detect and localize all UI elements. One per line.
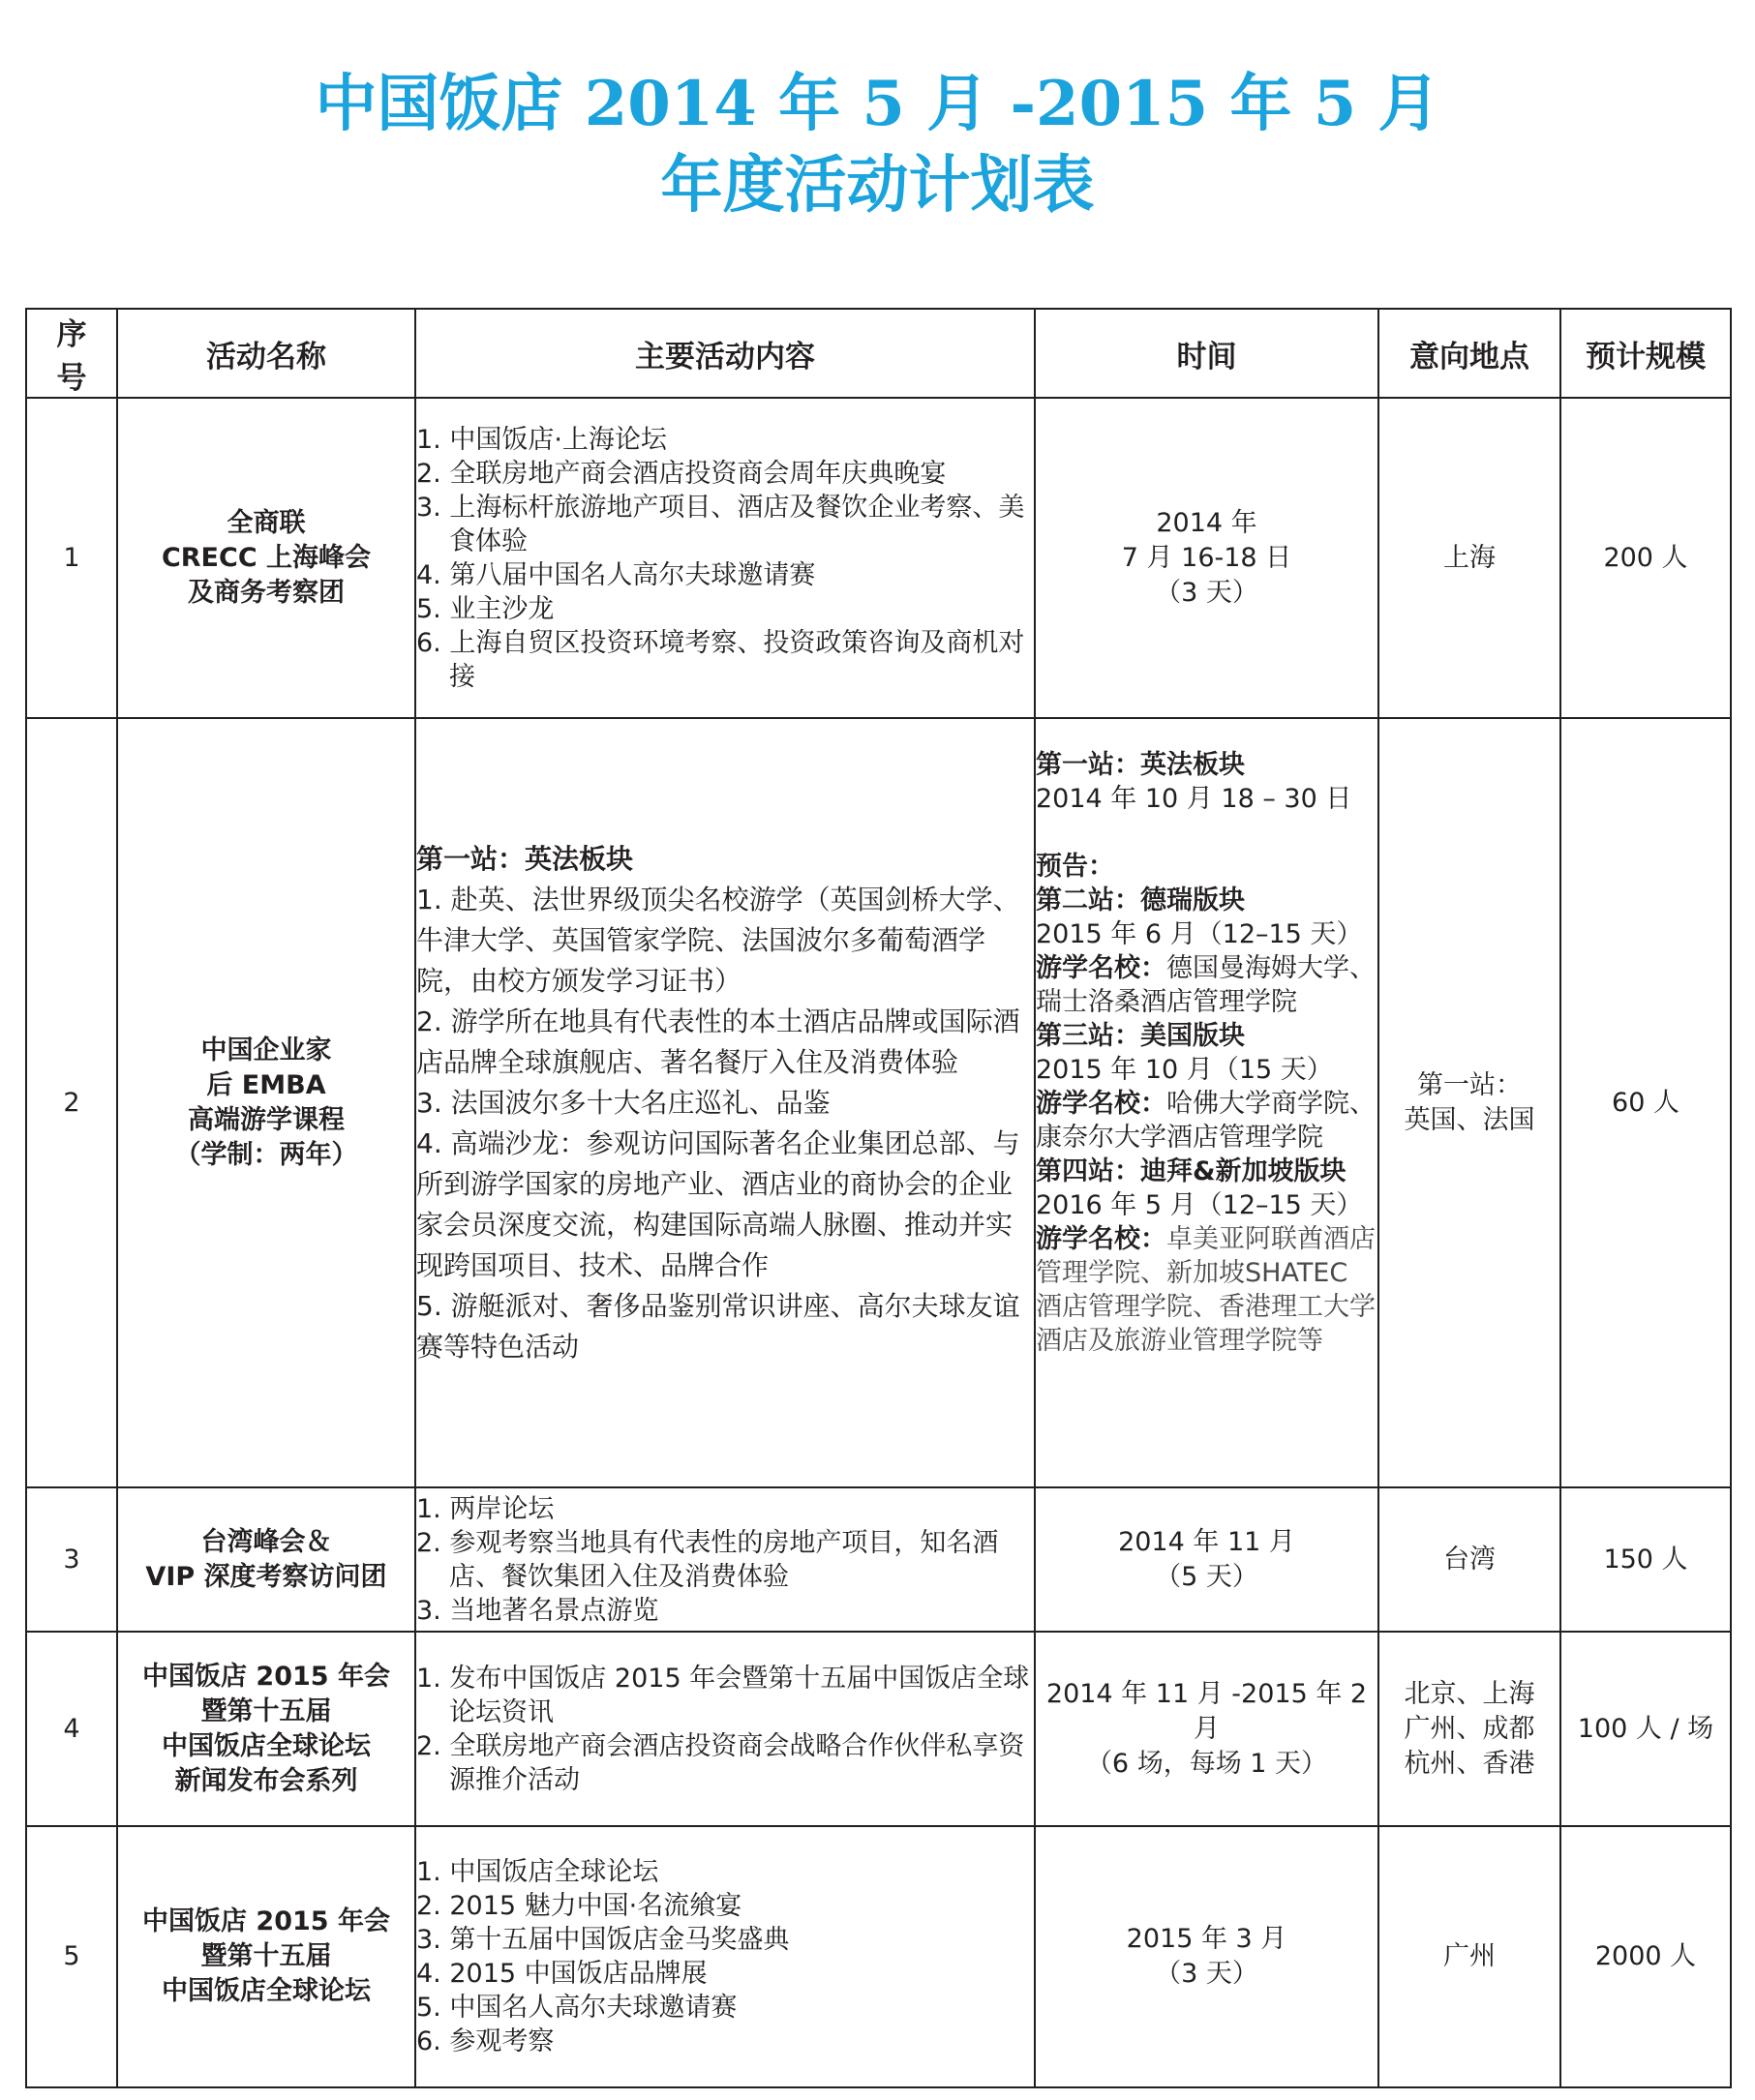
- activity-name: [117, 398, 415, 718]
- stage3-date: 2015 年 10 月（15 天）: [1036, 1055, 1333, 1085]
- activity-content: [415, 1487, 1035, 1632]
- row-no: 2: [26, 718, 117, 1487]
- content-item: 5. 业主沙龙: [416, 593, 555, 624]
- title-line-1: 中国饭店 2014 年 5 月 -2015 年 5 月: [315, 68, 1440, 140]
- content-item: 6. 上海自贸区投资环境考察、投资政策咨询及商机对接: [416, 627, 1025, 692]
- activity-name: [117, 718, 415, 1487]
- stage4-heading: 第四站：迪拜&新加坡版块: [1036, 1156, 1347, 1186]
- activity-place: [1378, 718, 1560, 1487]
- content-item: 2. 全联房地产商会酒店投资商会周年庆典晚宴: [416, 458, 947, 489]
- school-label: 游学名校：: [1036, 1089, 1166, 1119]
- activity-name-line: 暨第十五届: [200, 1941, 332, 1971]
- time-line: （3 天）: [1155, 577, 1258, 608]
- time-line: 2014 年 11 月: [1118, 1526, 1295, 1557]
- table-row: [26, 1632, 1731, 1826]
- activity-time: [1035, 1632, 1378, 1826]
- content-item: 5. 中国名人高尔夫球邀请赛: [416, 1993, 738, 2023]
- activity-scale: 2000 人: [1560, 1826, 1731, 2087]
- stage4-schools: 卓美亚阿联酋酒店管理学院、新加坡SHATEC 酒店管理学院、香港理工大学酒店及旅游业管理学院等: [1036, 1224, 1376, 1356]
- table-row: [26, 718, 1731, 1487]
- stage2-heading: 第二站：德瑞版块: [1036, 885, 1245, 915]
- place-line: 第一站：: [1417, 1069, 1522, 1100]
- activity-name: [117, 1826, 415, 2087]
- stage1-heading: 第一站：英法板块: [1036, 750, 1245, 780]
- content-item: 3. 第十五届中国饭店金马奖盛典: [416, 1925, 790, 1955]
- time-line: （5 天）: [1155, 1561, 1258, 1592]
- activity-name-line: 中国饭店 2015 年会: [142, 1906, 390, 1936]
- activity-name: [117, 1487, 415, 1632]
- activity-content: [415, 718, 1035, 1487]
- time-line: 2015 年 3 月: [1126, 1924, 1287, 1954]
- activity-place: 上海: [1378, 398, 1560, 718]
- activity-name-line: 中国饭店 2015 年会: [142, 1661, 390, 1692]
- header-place: 意向地点: [1378, 309, 1560, 398]
- table-row: [26, 1826, 1731, 2087]
- activity-plan-table: [25, 308, 1732, 2088]
- content-item: 2. 参观考察当地具有代表性的房地产项目，知名酒店、餐饮集团入住及消费体验: [416, 1527, 999, 1592]
- activity-place: 广州: [1378, 1826, 1560, 2087]
- activity-time: [1035, 398, 1378, 718]
- stage2-date: 2015 年 6 月（12–15 天）: [1036, 919, 1363, 949]
- content-item: 2. 游学所在地具有代表性的本土酒店品牌或国际酒店品牌全球旗舰店、著名餐厅入住及消费体验: [416, 1005, 1020, 1078]
- activity-content: [415, 1826, 1035, 2087]
- time-line: （3 天）: [1155, 1959, 1258, 1989]
- activity-content: [415, 398, 1035, 718]
- activity-name-line: 中国饭店全球论坛: [162, 1730, 371, 1761]
- content-item: 4. 第八届中国名人高尔夫球邀请赛: [416, 559, 816, 590]
- time-line: 2014 年 11 月 -2015 年 2 月: [1045, 1678, 1368, 1744]
- preview-label: 预告：: [1036, 852, 1114, 882]
- stage1-date: 2014 年 10 月 18 – 30 日: [1036, 784, 1352, 814]
- content-heading: 第一站：英法板块: [416, 842, 634, 875]
- activity-name-line: 后 EMBA: [206, 1069, 326, 1100]
- activity-scale: 100 人 / 场: [1560, 1632, 1731, 1826]
- content-item: 2. 全联房地产商会酒店投资商会战略合作伙伴私享资源推介活动: [416, 1730, 1025, 1795]
- content-item: 1. 赴英、法世界级顶尖名校游学（英国剑桥大学、牛津大学、英国管家学院、法国波尔多葡萄酒学院，由校方颁发学习证书）: [416, 883, 1020, 997]
- stage3-schools: 哈佛大学商学院、康奈尔大学酒店管理学院: [1036, 1089, 1376, 1153]
- content-item: 3. 当地著名景点游览: [416, 1595, 659, 1626]
- activity-time: [1035, 718, 1378, 1487]
- content-item: 4. 2015 中国饭店品牌展: [416, 1959, 708, 1989]
- header-time: 时间: [1035, 309, 1378, 398]
- activity-name-line: 高端游学课程: [188, 1104, 345, 1135]
- place-line: 北京、上海: [1404, 1678, 1535, 1709]
- activity-name-line: 中国企业家: [200, 1035, 332, 1065]
- activity-scale: 150 人: [1560, 1487, 1731, 1632]
- place-line: 广州、成都: [1404, 1713, 1535, 1744]
- table-row: [26, 1487, 1731, 1632]
- school-label: 游学名校：: [1036, 1224, 1166, 1254]
- content-item: 1. 两岸论坛: [416, 1493, 555, 1524]
- table-header-row: [26, 309, 1731, 398]
- table-row: [26, 398, 1731, 718]
- time-line: 7 月 16-18 日: [1121, 542, 1292, 573]
- activity-name-line: 新闻发布会系列: [174, 1765, 358, 1796]
- activity-name-line: CRECC 上海峰会: [161, 542, 372, 573]
- stage2-schools: 德国曼海姆大学、瑞士洛桑酒店管理学院: [1036, 953, 1376, 1017]
- row-no: 3: [26, 1487, 117, 1632]
- time-line: （6 场，每场 1 天）: [1085, 1748, 1328, 1779]
- header-no-line-2: 号: [56, 361, 87, 396]
- activity-name-line: 全商联: [227, 507, 306, 538]
- header-content: 主要活动内容: [415, 309, 1035, 398]
- content-item: 4. 高端沙龙：参观访问国际著名企业集团总部、与所到游学国家的房地产业、酒店业的商协会的企业家会员深度交流，构建国际高端人脉圈、推动并实现跨国项目、技术、品牌合作: [416, 1126, 1020, 1281]
- header-scale: 预计规模: [1560, 309, 1731, 398]
- activity-name: [117, 1632, 415, 1826]
- activity-content: [415, 1632, 1035, 1826]
- activity-name-line: 暨第十五届: [200, 1695, 332, 1726]
- content-item: 3. 法国波尔多十大名庄巡礼、品鉴: [416, 1086, 831, 1119]
- stage4-date: 2016 年 5 月（12–15 天）: [1036, 1190, 1363, 1220]
- stage3-heading: 第三站：美国版块: [1036, 1021, 1245, 1051]
- activity-name-line: VIP 深度考察访问团: [145, 1561, 387, 1592]
- activity-place: 台湾: [1378, 1487, 1560, 1632]
- content-item: 2. 2015 魅力中国·名流飨宴: [416, 1891, 742, 1921]
- activity-scale: 60 人: [1560, 718, 1731, 1487]
- header-no: [26, 309, 117, 398]
- content-item: 3. 上海标杆旅游地产项目、酒店及餐饮企业考察、美食体验: [416, 492, 1025, 556]
- place-line: 英国、法国: [1404, 1104, 1535, 1135]
- content-item: 1. 发布中国饭店 2015 年会暨第十五届中国饭店全球论坛资讯: [416, 1663, 1030, 1727]
- activity-scale: 200 人: [1560, 398, 1731, 718]
- content-item: 5. 游艇派对、奢侈品鉴别常识讲座、高尔夫球友谊赛等特色活动: [416, 1289, 1020, 1363]
- page-title: [0, 64, 1755, 226]
- activity-name-line: （学制：两年）: [174, 1139, 358, 1170]
- time-line: 2014 年: [1156, 507, 1257, 538]
- place-line: 杭州、香港: [1404, 1748, 1535, 1779]
- activity-name-line: 中国饭店全球论坛: [162, 1976, 371, 2006]
- activity-time: [1035, 1487, 1378, 1632]
- title-line-2: 年度活动计划表: [660, 149, 1095, 222]
- school-label: 游学名校：: [1036, 953, 1166, 983]
- activity-name-line: 台湾峰会＆: [200, 1526, 332, 1557]
- content-item: 1. 中国饭店·上海论坛: [416, 424, 667, 455]
- header-no-line-1: 序: [56, 317, 87, 352]
- row-no: 4: [26, 1632, 117, 1826]
- activity-name-line: 及商务考察团: [188, 577, 345, 608]
- row-no: 5: [26, 1826, 117, 2087]
- content-item: 6. 参观考察: [416, 2026, 555, 2056]
- activity-place: [1378, 1632, 1560, 1826]
- row-no: 1: [26, 398, 117, 718]
- content-item: 1. 中国饭店全球论坛: [416, 1857, 659, 1887]
- header-name: 活动名称: [117, 309, 415, 398]
- activity-time: [1035, 1826, 1378, 2087]
